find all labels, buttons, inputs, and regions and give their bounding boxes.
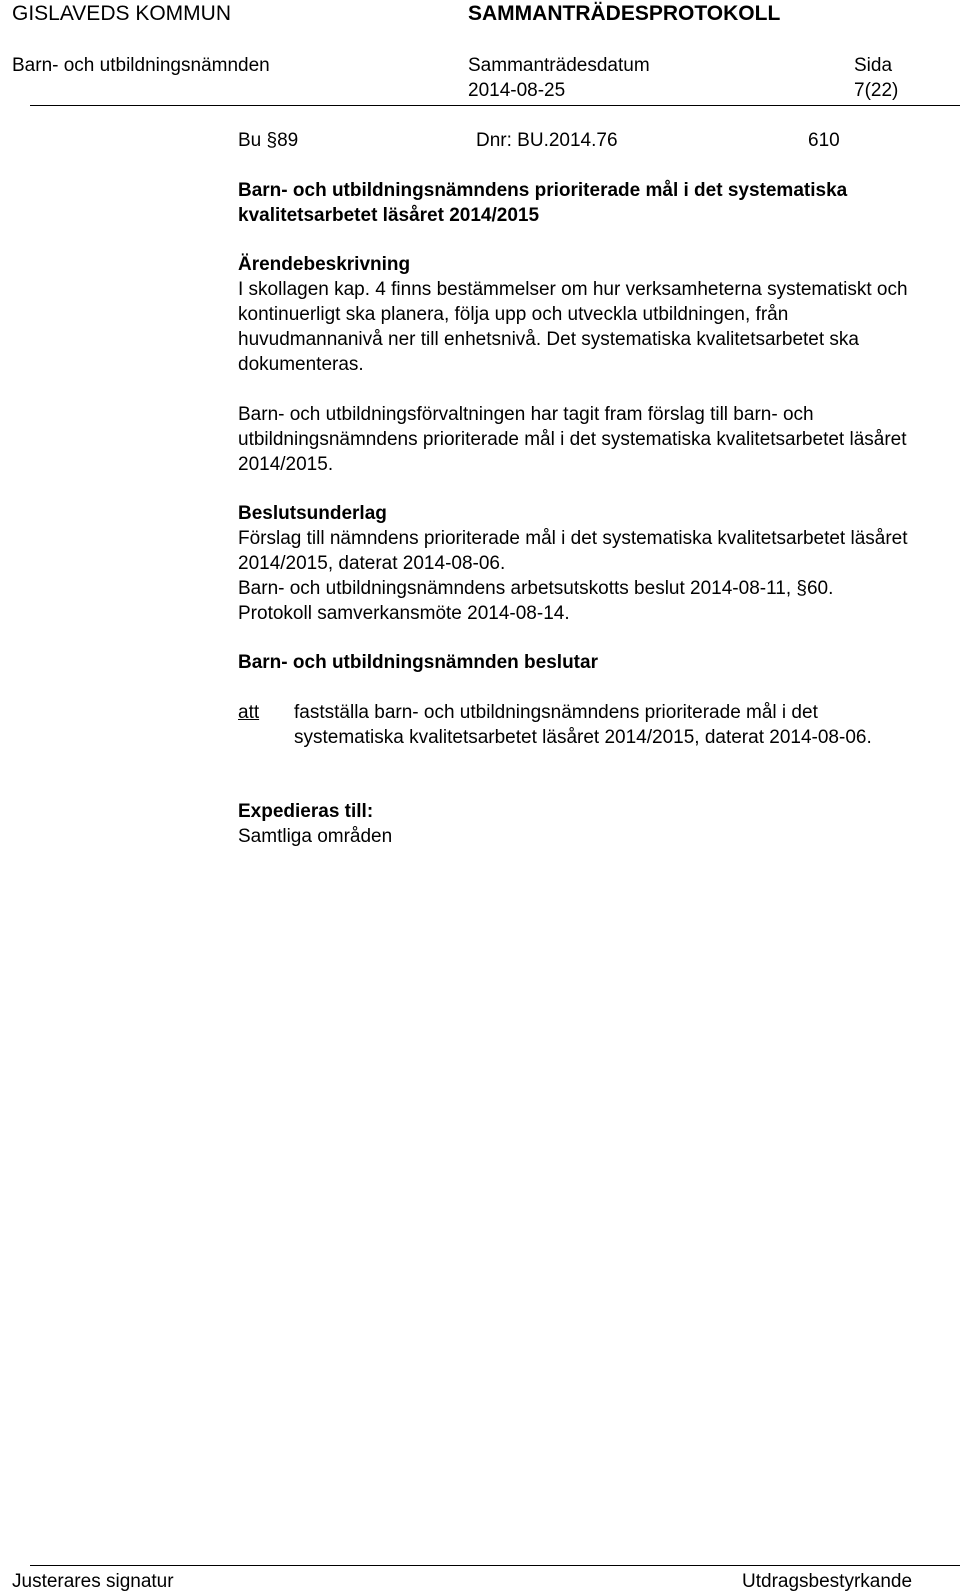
date-label: Sammanträdesdatum [468,55,650,76]
committee-name: Barn- och utbildningsnämnden [12,55,270,76]
page-number: 7(22) [854,80,899,101]
expedieras-heading: Expedieras till: [238,801,374,822]
arendebeskrivning-paragraph-1: I skollagen kap. 4 finns bestämmelser om hur verksamheterna systematiskt och kontinuerligt ska planera, följa upp och utveckla utbildningen, från huvudmannanivå ner till enhetsnivå. Det systematiska kvalitetsarbetet ska dokumenteras. [238,279,908,375]
paragraph-ref: Bu §89 [238,130,299,151]
item-code: 610 [808,130,840,151]
footer-rule [30,1565,960,1566]
org-name: GISLAVEDS KOMMUN [12,2,231,25]
header-rule [30,105,960,106]
utdragsbestyrkande: Utdragsbestyrkande [742,1571,913,1592]
justerares-signatur: Justerares signatur [12,1571,174,1592]
att-label: att [238,702,260,723]
page-label: Sida [854,55,893,76]
document-type: SAMMANTRÄDESPROTOKOLL [468,2,781,25]
item-reference-line [238,128,938,154]
dnr: Dnr: BU.2014.76 [476,130,618,151]
date-value: 2014-08-25 [468,80,566,101]
decision-block [238,700,938,750]
item-title: Barn- och utbildningsnämndens prioriterade mål i det systematiska kvalitetsarbetet läsåret 2014/2015 [238,180,848,226]
arendebeskrivning-heading: Ärendebeskrivning [238,254,411,275]
beslutsunderlag-list: Förslag till nämndens prioriterade mål i det systematiska kvalitetsarbetet läsåret 2014/2015, daterat 2014-08-06. Barn- och utbildningsnämndens arbetsutskotts beslut 2014-08-11, §60. Protokoll samverkansmöte 2014-08-14. [238,528,908,624]
beslut-heading: Barn- och utbildningsnämnden beslutar [238,652,598,673]
arendebeskrivning-paragraph-2: Barn- och utbildningsförvaltningen har tagit fram förslag till barn- och utbildningsnämndens prioriterade mål i det systematiska kvalitetsarbetet läsåret 2014/2015. [238,404,907,475]
beslutsunderlag-heading: Beslutsunderlag [238,503,387,524]
main-content [238,128,938,849]
expedieras-recipient: Samtliga områden [238,826,393,847]
decision-text: fastställa barn- och utbildningsnämndens prioriterade mål i det systematiska kvalitetsarbetet läsåret 2014/2015, daterat 2014-08-06. [294,702,872,748]
